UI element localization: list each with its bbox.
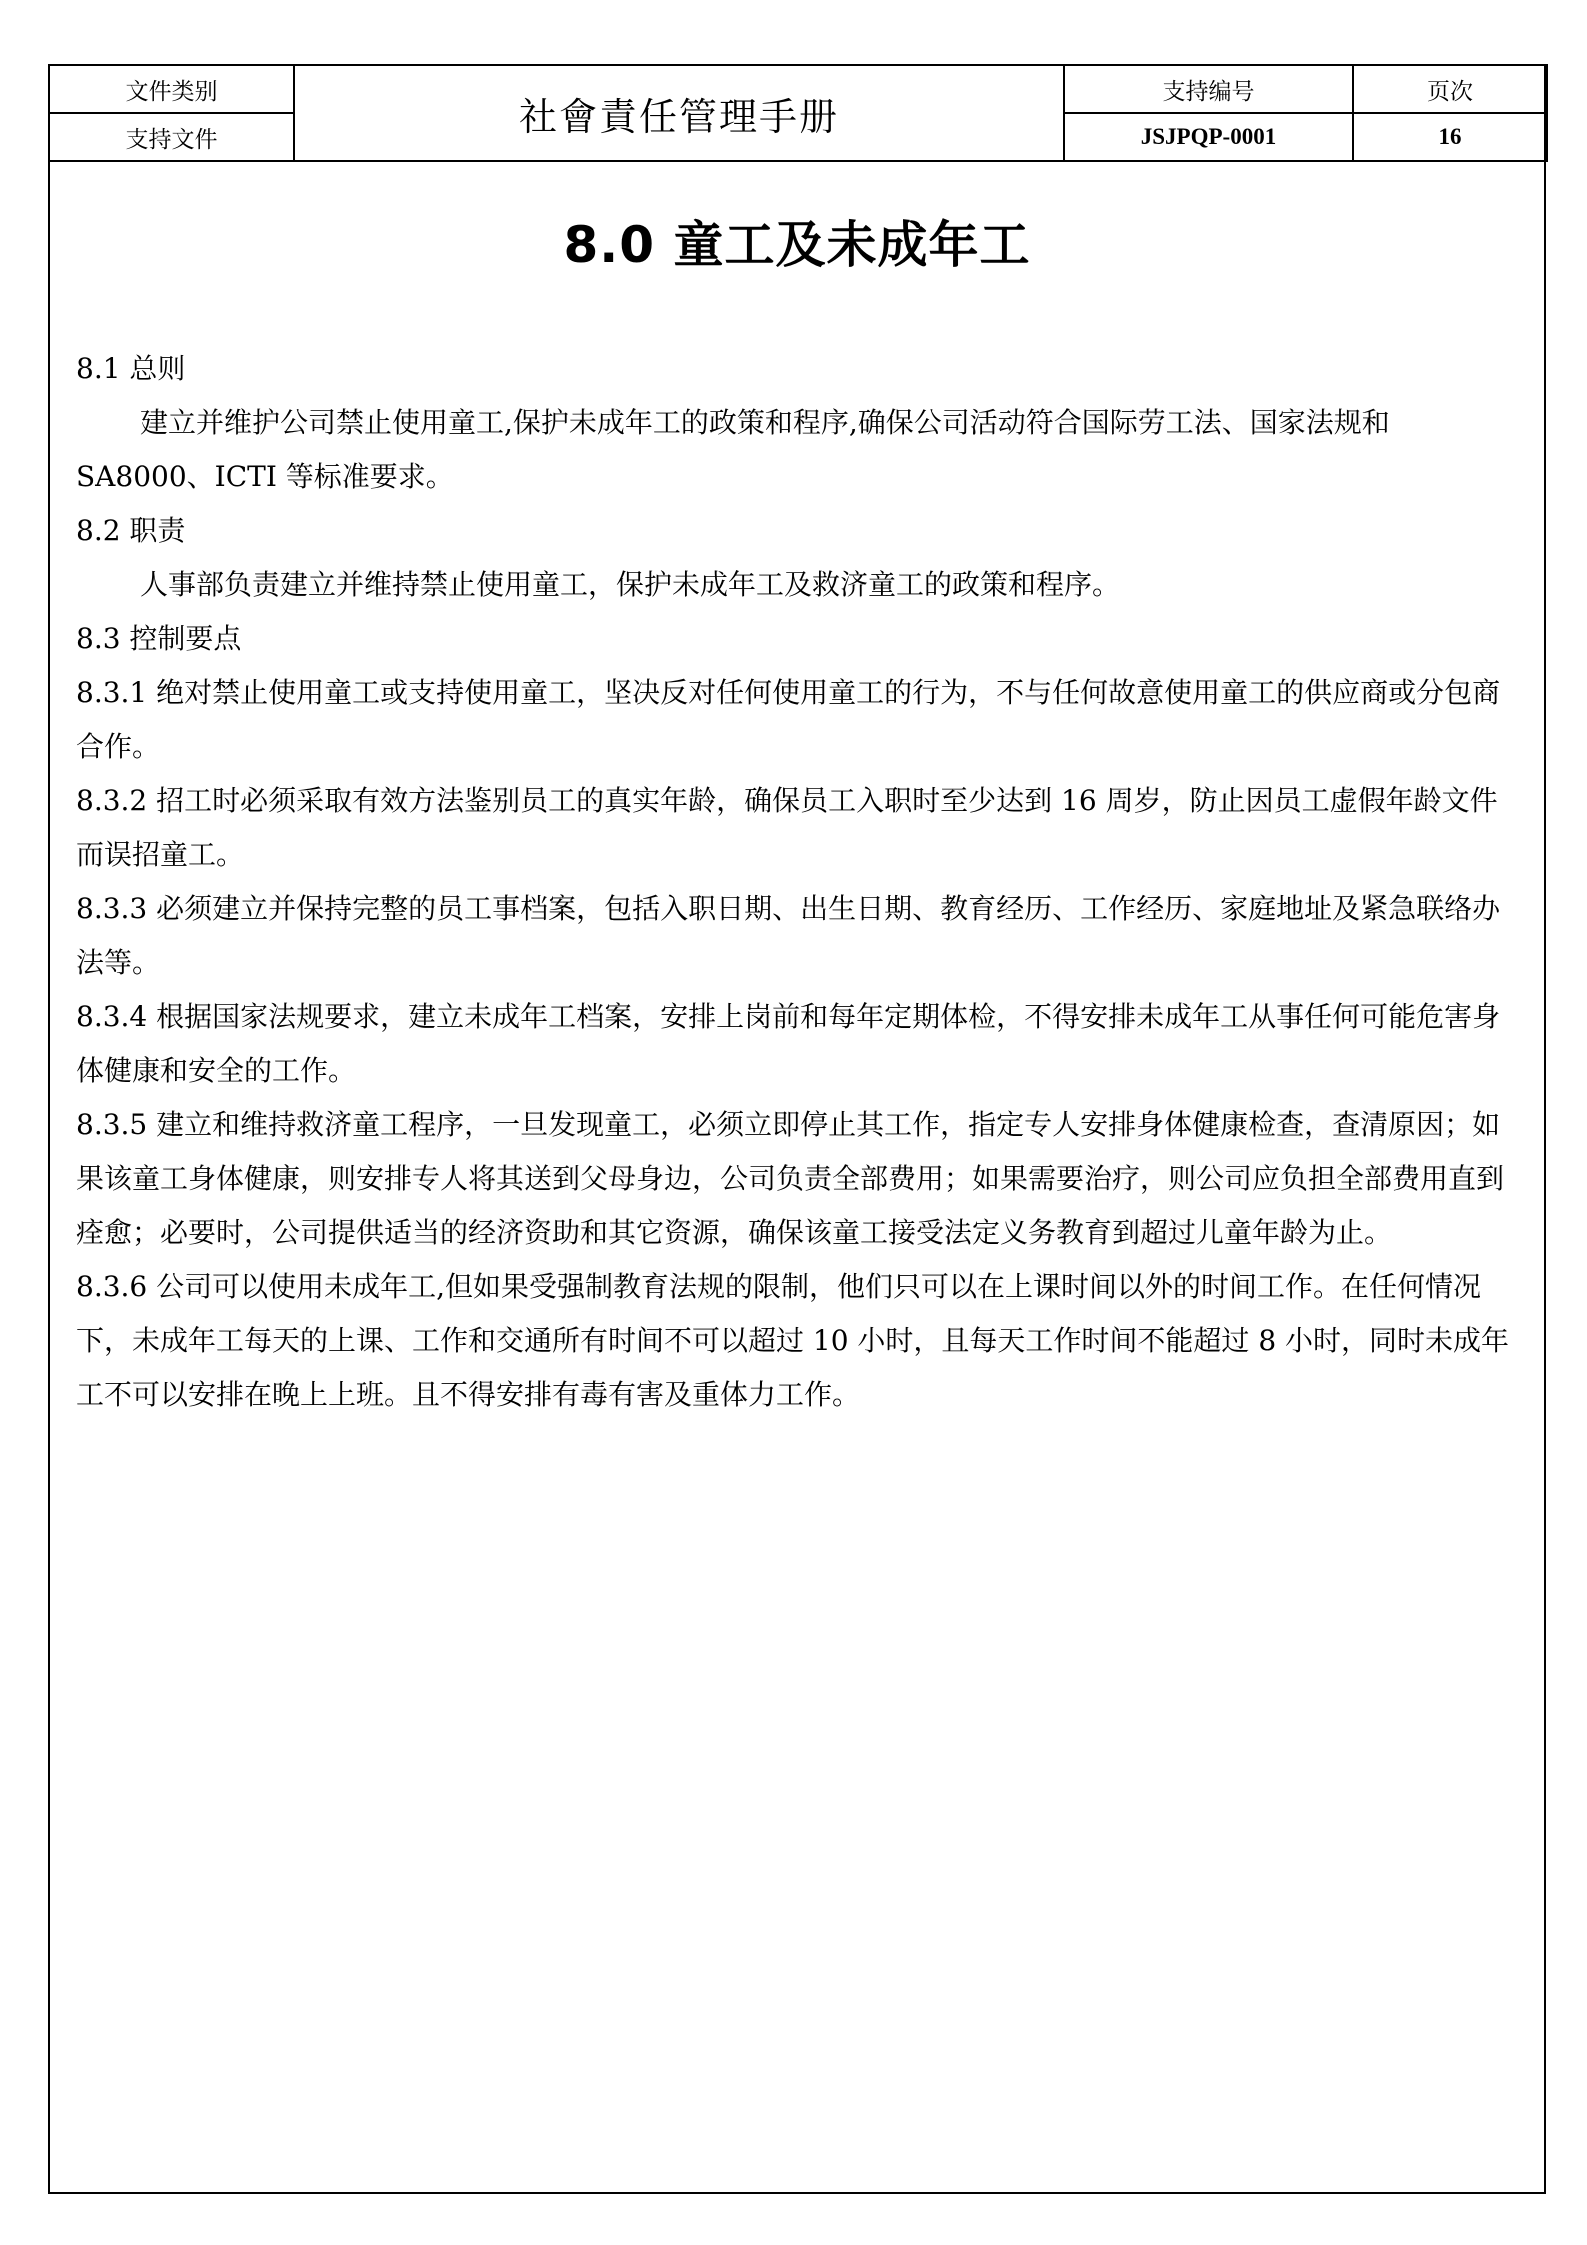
section-heading-general: 8.1 总则 [76, 352, 186, 385]
control-point-3: 8.3.3 必须建立并保持完整的员工事档案，包括入职日期、出生日期、教育经历、工作经历、家庭地址及紧急联络办法等。 [76, 892, 1501, 979]
document-title: 社會責任管理手册 [294, 65, 1064, 161]
control-point-6: 8.3.6 公司可以使用未成年工,但如果受强制教育法规的限制，他们只可以在上课时间以外的时间工作。在任何情况下，未成年工每天的上课、工作和交通所有时间不可以超过 10 小时，且每天工作时间不能超过 8 小时，同时未成年工不可以安排在晚上上班。且不得安排有毒有害及重体力工作。 [76, 1270, 1510, 1411]
category-label: 文件类别 [49, 65, 294, 113]
control-point-4: 8.3.4 根据国家法规要求，建立未成年工档案，安排上岗前和每年定期体检，不得安排未成年工从事任何可能危害身体健康和安全的工作。 [76, 1000, 1501, 1087]
document-header-table [48, 64, 1548, 162]
section-heading-responsibility: 8.2 职责 [76, 514, 186, 547]
control-point-1: 8.3.1 绝对禁止使用童工或支持使用童工，坚决反对任何使用童工的行为，不与任何故意使用童工的供应商或分包商合作。 [76, 676, 1501, 763]
document-body [76, 342, 1521, 1422]
control-point-2: 8.3.2 招工时必须采取有效方法鉴别员工的真实年龄，确保员工入职时至少达到 16 周岁，防止因员工虚假年龄文件而误招童工。 [76, 784, 1498, 871]
responsibility-paragraph: 人事部负责建立并维持禁止使用童工，保护未成年工及救济童工的政策和程序。 [140, 568, 1121, 601]
section-title: 8.0 童工及未成年工 [563, 216, 1031, 274]
page-number-value: 16 [1353, 113, 1547, 161]
doc-number-label: 支持编号 [1064, 65, 1353, 113]
section-heading-control-points: 8.3 控制要点 [76, 622, 242, 655]
control-point-5: 8.3.5 建立和维持救济童工程序，一旦发现童工，必须立即停止其工作，指定专人安排身体健康检查，查清原因；如果该童工身体健康，则安排专人将其送到父母身边，公司负责全部费用；如果需要治疗，则公司应负担全部费用直到痊愈；必要时，公司提供适当的经济资助和其它资源，确保该童工接受法定义务教育到超过儿童年龄为止。 [76, 1108, 1505, 1249]
category-value: 支持文件 [49, 113, 294, 161]
doc-number-value: JSJPQP-0001 [1064, 113, 1353, 161]
page-label: 页次 [1353, 65, 1547, 113]
general-paragraph: 建立并维护公司禁止使用童工,保护未成年工的政策和程序,确保公司活动符合国际劳工法、国家法规和 SA8000、ICTI 等标准要求。 [76, 406, 1390, 493]
